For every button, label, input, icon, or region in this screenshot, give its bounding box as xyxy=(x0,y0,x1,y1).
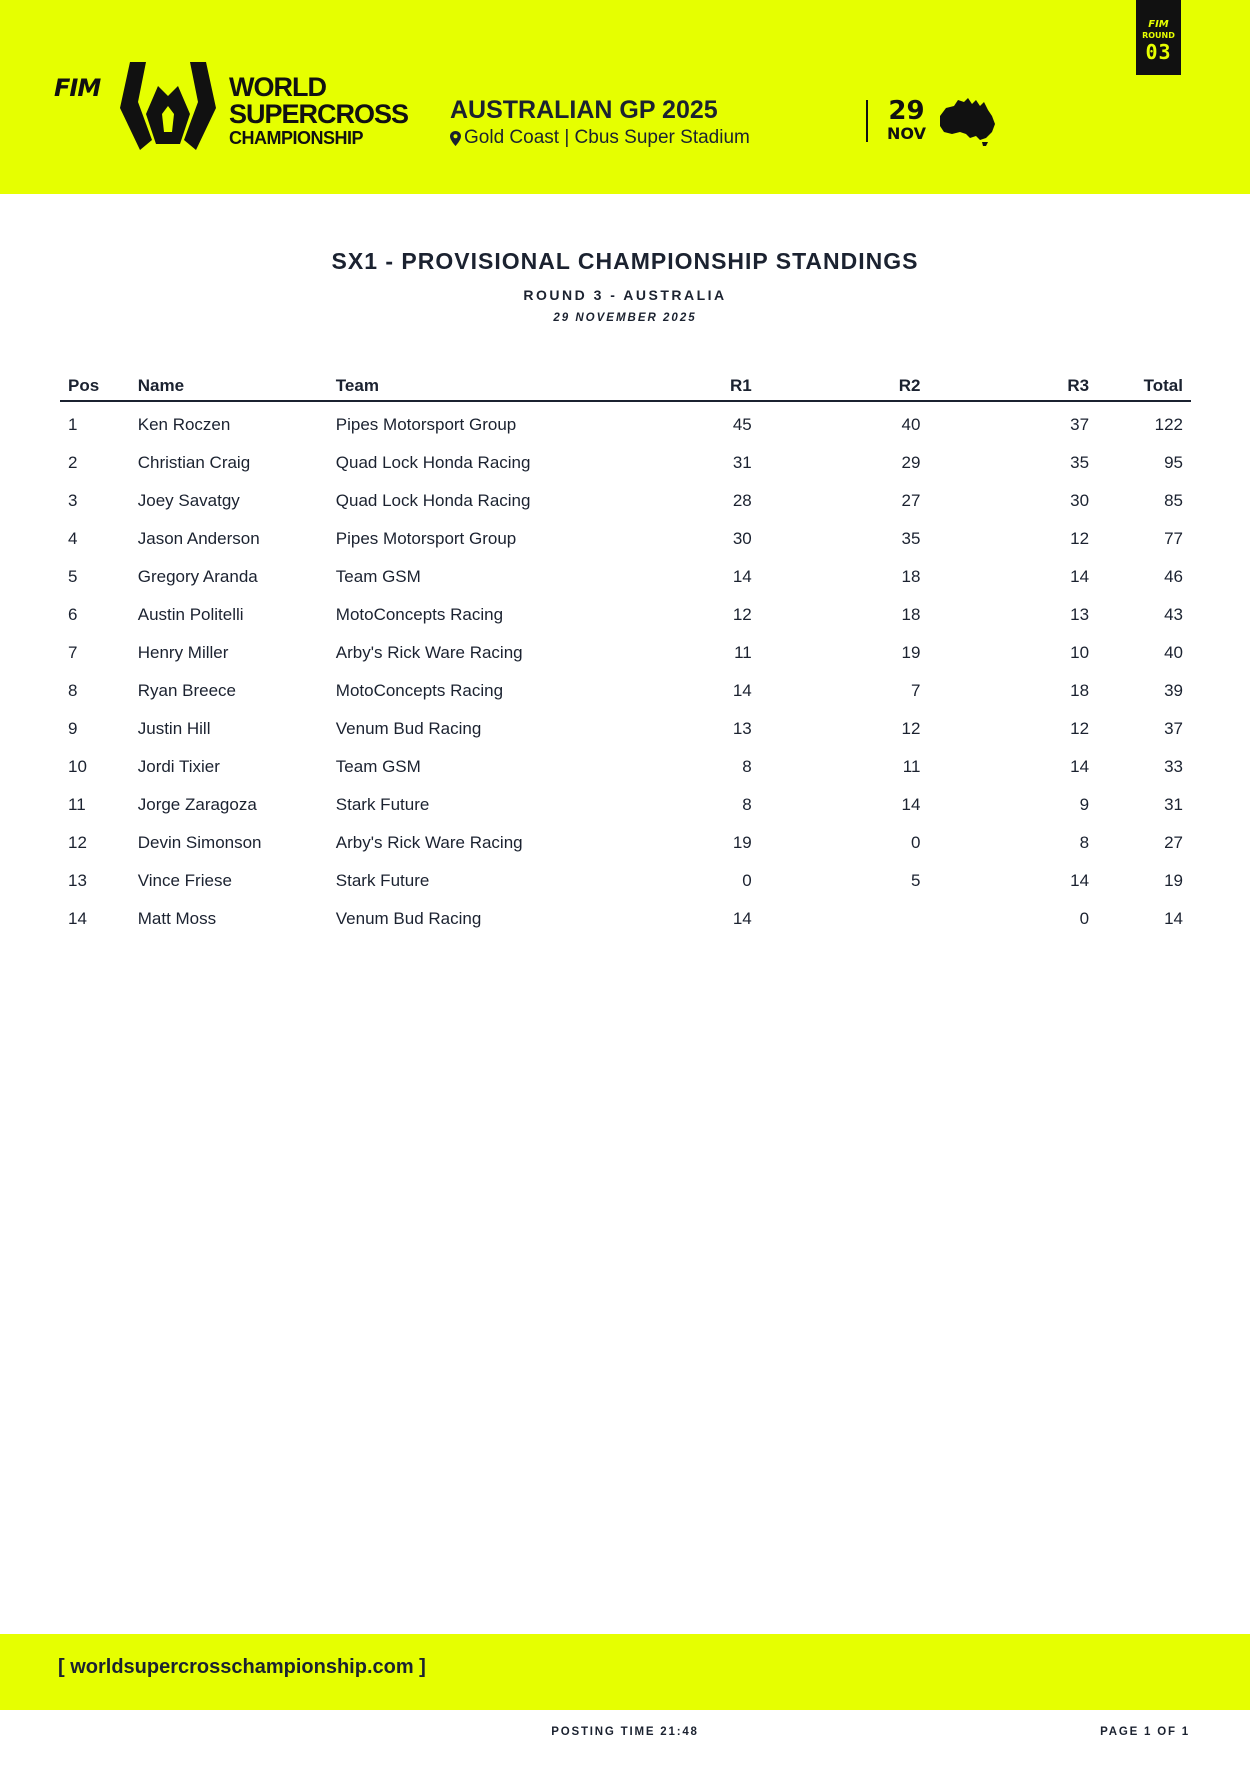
brand-line-world: WORLD xyxy=(229,72,326,102)
brand-wordmark xyxy=(229,74,408,147)
cell-total: 14 xyxy=(1164,909,1183,928)
cell-r2: 27 xyxy=(901,491,921,510)
cell-pos: 10 xyxy=(68,757,87,776)
round-subtitle: ROUND 3 - AUSTRALIA xyxy=(523,287,727,303)
page-number: PAGE 1 OF 1 xyxy=(1100,1726,1190,1738)
wsx-crest-logo xyxy=(116,62,220,152)
cell-r2: 5 xyxy=(910,871,921,890)
cell-r1: 8 xyxy=(742,757,752,776)
cell-pos: 1 xyxy=(68,415,78,434)
venue-row xyxy=(450,127,750,149)
cell-r2: 29 xyxy=(901,453,921,472)
cell-r2: 12 xyxy=(901,719,921,738)
cell-team: Pipes Motorsport Group xyxy=(335,529,517,548)
cell-name: Jorge Zaragoza xyxy=(137,795,257,814)
cell-r1: 14 xyxy=(732,909,752,928)
col-header-name: Name xyxy=(130,366,328,401)
cell-name: Joey Savatgy xyxy=(137,491,240,510)
header-band xyxy=(0,0,1250,194)
cell-total: 37 xyxy=(1164,719,1183,738)
cell-team: Venum Bud Racing xyxy=(335,909,482,928)
cell-total: 43 xyxy=(1164,605,1183,624)
table-row xyxy=(60,558,1191,596)
date-subtitle: 29 NOVEMBER 2025 xyxy=(553,312,697,324)
col-header-r2: R2 xyxy=(760,366,929,401)
date-day: 29 xyxy=(888,96,925,126)
cell-r1: 30 xyxy=(732,529,752,548)
table-row xyxy=(60,786,1191,824)
cell-total: 27 xyxy=(1164,833,1183,852)
col-header-pos: Pos xyxy=(60,366,130,401)
table-row xyxy=(60,824,1191,862)
cell-pos: 3 xyxy=(68,491,78,510)
cell-r2 xyxy=(760,900,929,938)
cell-team: Quad Lock Honda Racing xyxy=(335,491,531,510)
cell-team: Arby's Rick Ware Racing xyxy=(335,833,523,852)
table-row xyxy=(60,482,1191,520)
cell-total: 40 xyxy=(1164,643,1183,662)
cell-r1: 31 xyxy=(732,453,752,472)
cell-name: Jason Anderson xyxy=(137,529,260,548)
col-header-r3: R3 xyxy=(928,366,1097,401)
cell-r3: 9 xyxy=(1079,795,1090,814)
cell-r1: 14 xyxy=(732,567,752,586)
table-row xyxy=(60,672,1191,710)
table-row xyxy=(60,401,1191,444)
cell-r2: 18 xyxy=(901,567,921,586)
australia-map-icon xyxy=(938,96,996,146)
fim-logo: FIM xyxy=(54,74,101,102)
cell-r2: 18 xyxy=(901,605,921,624)
cell-team: MotoConcepts Racing xyxy=(335,681,504,700)
cell-team: Pipes Motorsport Group xyxy=(335,415,517,434)
cell-r1: 11 xyxy=(734,643,752,662)
cell-name: Vince Friese xyxy=(137,871,232,890)
cell-pos: 13 xyxy=(68,871,87,890)
cell-total: 19 xyxy=(1164,871,1183,890)
cell-r2: 0 xyxy=(910,833,921,852)
table-header-row xyxy=(60,366,1191,401)
round-tag-number: 03 xyxy=(1145,40,1172,64)
cell-pos: 4 xyxy=(68,529,78,548)
footer-band xyxy=(0,1634,1250,1710)
header-divider xyxy=(866,100,868,142)
location-pin-icon xyxy=(450,131,461,146)
cell-name: Gregory Aranda xyxy=(137,567,258,586)
cell-r2: 7 xyxy=(910,681,921,700)
table-row xyxy=(60,710,1191,748)
cell-r3: 0 xyxy=(1079,909,1090,928)
standings-table xyxy=(60,366,1191,938)
brand-line-supercross: SUPERCROSS xyxy=(229,99,409,129)
cell-r1: 13 xyxy=(732,719,752,738)
table-row xyxy=(60,444,1191,482)
cell-name: Austin Politelli xyxy=(137,605,244,624)
cell-pos: 11 xyxy=(68,795,86,814)
table-row xyxy=(60,634,1191,672)
cell-r1: 14 xyxy=(732,681,752,700)
cell-total: 46 xyxy=(1164,567,1183,586)
venue-text: Gold Coast | Cbus Super Stadium xyxy=(464,127,750,148)
cell-total: 33 xyxy=(1164,757,1183,776)
date-month: NOV xyxy=(887,124,926,143)
cell-name: Matt Moss xyxy=(137,909,217,928)
cell-pos: 14 xyxy=(68,909,87,928)
cell-total: 85 xyxy=(1164,491,1183,510)
cell-name: Devin Simonson xyxy=(137,833,262,852)
col-header-team: Team xyxy=(328,366,596,401)
round-tag-label: ROUND xyxy=(1142,31,1175,40)
cell-team: Venum Bud Racing xyxy=(335,719,482,738)
cell-pos: 9 xyxy=(68,719,78,738)
cell-pos: 6 xyxy=(68,605,78,624)
cell-name: Henry Miller xyxy=(137,643,229,662)
cell-team: Stark Future xyxy=(335,795,430,814)
table-row xyxy=(60,596,1191,634)
event-info xyxy=(450,96,750,149)
col-header-r1: R1 xyxy=(596,366,760,401)
cell-team: Stark Future xyxy=(335,871,430,890)
cell-r3: 18 xyxy=(1070,681,1090,700)
cell-team: Arby's Rick Ware Racing xyxy=(335,643,523,662)
cell-name: Justin Hill xyxy=(137,719,211,738)
cell-team: Quad Lock Honda Racing xyxy=(335,453,531,472)
brand-line-championship: CHAMPIONSHIP xyxy=(229,128,364,148)
cell-total: 39 xyxy=(1164,681,1183,700)
page-title: SX1 - PROVISIONAL CHAMPIONSHIP STANDINGS xyxy=(331,248,919,274)
cell-r3: 14 xyxy=(1070,567,1090,586)
table-row xyxy=(60,748,1191,786)
cell-team: Team GSM xyxy=(335,757,421,776)
cell-total: 77 xyxy=(1164,529,1183,548)
table-row xyxy=(60,862,1191,900)
event-date xyxy=(887,98,926,142)
table-row xyxy=(60,900,1191,938)
cell-name: Christian Craig xyxy=(137,453,251,472)
cell-pos: 12 xyxy=(68,833,87,852)
cell-r3: 14 xyxy=(1070,757,1090,776)
cell-r2: 14 xyxy=(901,795,921,814)
cell-team: MotoConcepts Racing xyxy=(335,605,504,624)
cell-r1: 8 xyxy=(742,795,752,814)
document-titles xyxy=(0,248,1250,324)
cell-team: Team GSM xyxy=(335,567,421,586)
cell-pos: 7 xyxy=(68,643,78,662)
cell-r2: 35 xyxy=(901,529,921,548)
cell-r3: 10 xyxy=(1070,643,1090,662)
cell-pos: 5 xyxy=(68,567,78,586)
cell-r3: 8 xyxy=(1079,833,1090,852)
posting-time: POSTING TIME 21:48 xyxy=(551,1726,699,1738)
cell-total: 95 xyxy=(1164,453,1183,472)
table-row xyxy=(60,520,1191,558)
round-tag-fim: FIM xyxy=(1148,19,1169,30)
cell-r3: 12 xyxy=(1070,529,1090,548)
event-title: AUSTRALIAN GP 2025 xyxy=(450,96,718,124)
cell-total: 31 xyxy=(1164,795,1183,814)
cell-r2: 11 xyxy=(902,757,921,776)
cell-name: Jordi Tixier xyxy=(137,757,220,776)
cell-r2: 40 xyxy=(901,415,921,434)
cell-r3: 30 xyxy=(1070,491,1090,510)
cell-r3: 37 xyxy=(1070,415,1090,434)
cell-r3: 14 xyxy=(1070,871,1090,890)
cell-r1: 0 xyxy=(742,871,752,890)
cell-r1: 28 xyxy=(732,491,752,510)
cell-r3: 35 xyxy=(1070,453,1090,472)
cell-r1: 45 xyxy=(732,415,752,434)
cell-pos: 8 xyxy=(68,681,78,700)
cell-pos: 2 xyxy=(68,453,78,472)
website-link[interactable]: [ worldsupercrosschampionship.com ] xyxy=(58,1656,426,1678)
cell-r1: 19 xyxy=(732,833,752,852)
cell-r3: 13 xyxy=(1070,605,1090,624)
cell-total: 122 xyxy=(1154,415,1183,434)
col-header-total: Total xyxy=(1097,366,1191,401)
cell-r2: 19 xyxy=(901,643,921,662)
cell-r3: 12 xyxy=(1070,719,1090,738)
round-tag xyxy=(1136,0,1181,75)
cell-r1: 12 xyxy=(732,605,752,624)
cell-name: Ryan Breece xyxy=(137,681,237,700)
cell-name: Ken Roczen xyxy=(137,415,231,434)
